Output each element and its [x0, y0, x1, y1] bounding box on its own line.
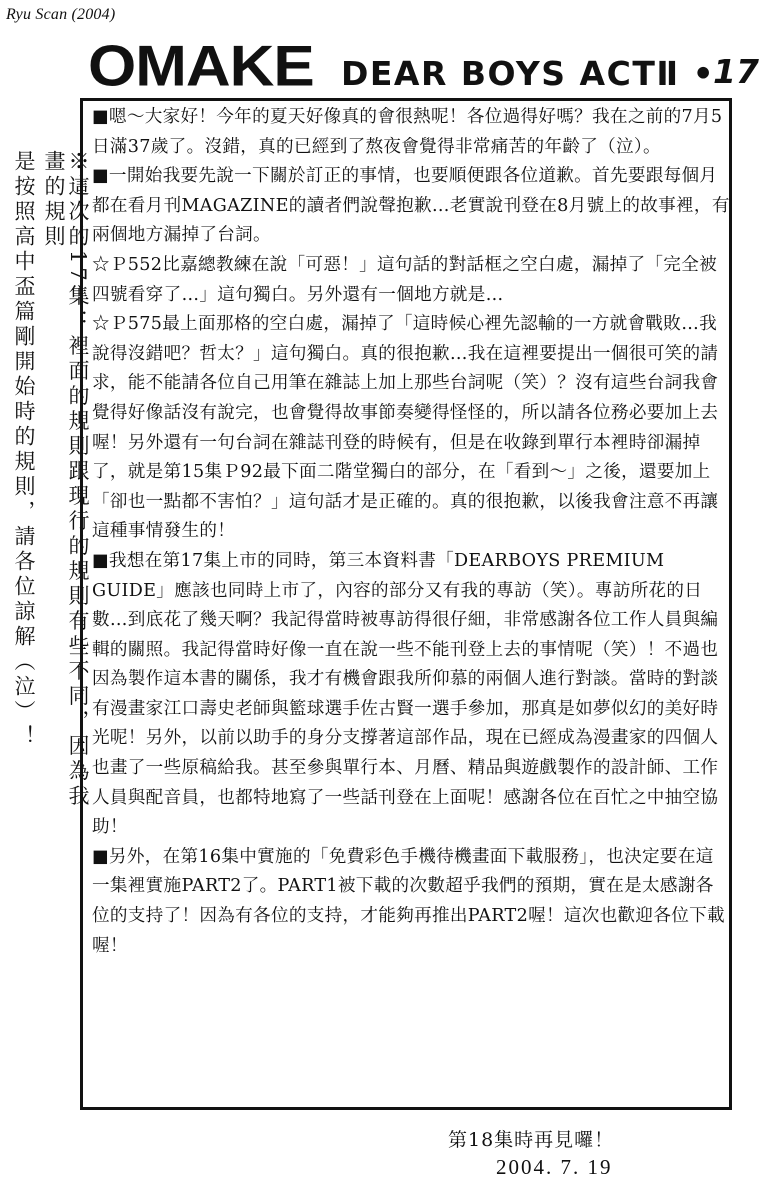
paragraph-greeting: ■嗯～大家好！今年的夏天好像真的會很熱呢！各位過得好嗎？我在之前的7月5日滿37歲了。沒錯，真的已經到了熬夜會覺得非常痛苦的年齡了（泣）。	[92, 107, 723, 157]
side-note-column-1: ※這次的17集：裡面的規則跟現行的規則有些不同，因為我畫的規則	[42, 150, 90, 810]
closing-line: 第18集時再見囉！	[448, 1129, 615, 1151]
side-note-column-2: 是按照高中盃篇剛開始時的規則，請各位諒解（泣）！	[12, 150, 36, 750]
series-name: DEAR BOYS ACTⅡ	[341, 54, 680, 93]
title-separator: •	[692, 54, 716, 93]
paragraph-wallpaper-download: ■另外，在第16集中實施的「免費彩色手機待機畫面下載服務」，也決定要在這一集裡實施PART2了。PART1被下載的次數超乎我們的預期，實在是太感謝各位的支持了！因為有各位的支持，才能夠再推出PART2喔！這次也歡迎各位下載喔！	[92, 846, 725, 956]
issue-number: 17	[713, 52, 759, 91]
signature-date: 2004. 7. 19	[496, 1155, 613, 1179]
scan-credit: Ryu Scan (2004)	[6, 6, 116, 23]
afterword-body	[92, 103, 730, 961]
omake-title: OMAKE	[88, 34, 314, 99]
series-title	[341, 54, 715, 93]
paragraph-correction-p552: ☆Ｐ552比嘉總教練在說「可惡！」這句話的對話框之空白處，漏掉了「完全被四號看穿了…」這句獨白。另外還有一個地方就是…	[92, 254, 717, 305]
paragraph-premium-guide: ■我想在第17集上市的同時，第三本資料書「DEARBOYS PREMIUM GUIDE」應該也同時上市了，內容的部分又有我的專訪（笑）。專訪所花的日數…到底花了幾天啊？我記得當時被專訪得很仔細，非常感謝各位工作人員與編輯的關照。我記得當時好像一直在說一些不能刊登上去的事情呢（笑）！不過也因為製作這本書的關係，我才有機會跟我所仰慕的兩個人進行對談。當時的對談有漫畫家江口壽史老師與籃球選手佐古賢一選手參加，那真是如夢似幻的美好時光呢！另外，以前以助手的身分支撐著這部作品，現在已經成為漫畫家的四個人也畫了一些原稿給我。甚至參與單行本、月曆、精品與遊戲製作的設計師、工作人員與配音員，也都特地寫了一些話刊登在上面呢！感謝各位在百忙之中抽空協助！	[92, 550, 719, 838]
paragraph-correction-p575: ☆Ｐ575最上面那格的空白處，漏掉了「這時候心裡先認輸的一方就會戰敗…我說得沒錯吧？哲太？」這句獨白。真的很抱歉…我在這裡要提出一個很可笑的請求，能不能請各位自己用筆在雜誌上加上那些台詞呢（笑）？沒有這些台詞我會覺得好像話沒有說完，也會覺得故事節奏變得怪怪的，所以請各位務必要加上去喔！另外還有一句台詞在雜誌刊登的時候有，但是在收錄到單行本裡時卻漏掉了，就是第15集Ｐ92最下面二階堂獨白的部分，在「看到～」之後，還要加上「卻也一點都不害怕？」這句話才是正確的。真的很抱歉，以後我會注意不再讓這種事情發生的！	[92, 314, 719, 542]
paragraph-correction-intro: ■一開始我要先說一下關於訂正的事情，也要順便跟各位道歉。首先要跟每個月都在看月刊MAGAZINE的讀者們說聲抱歉…老實說刊登在8月號上的故事裡，有兩個地方漏掉了台詞。	[92, 166, 730, 246]
page-header	[88, 34, 759, 99]
